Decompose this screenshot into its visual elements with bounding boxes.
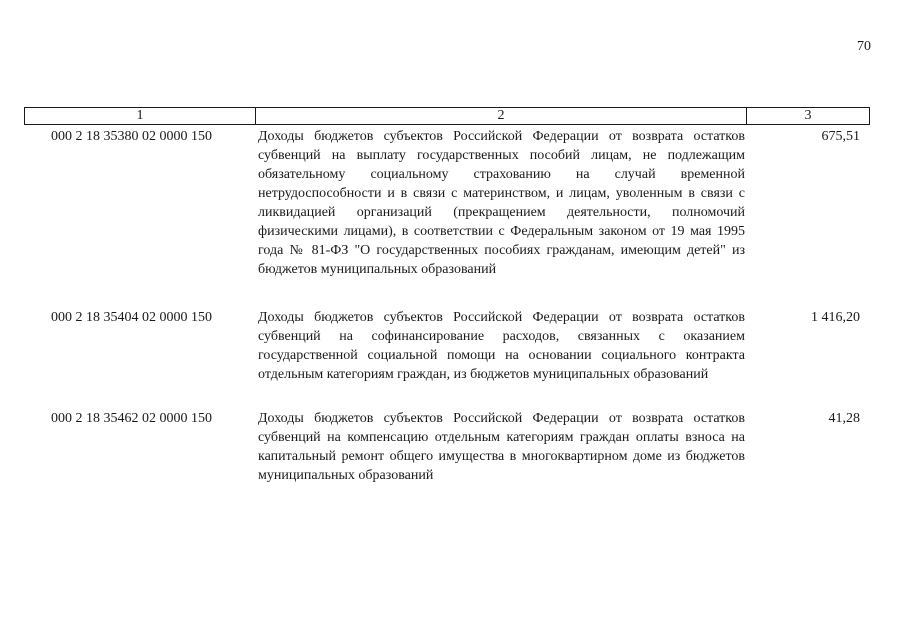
table-row bbox=[24, 127, 870, 308]
table-row bbox=[24, 308, 870, 409]
table-header bbox=[24, 107, 870, 125]
income-code: 000 2 18 35462 02 0000 150 bbox=[51, 411, 212, 426]
table-row bbox=[24, 409, 870, 485]
page-number: 70 bbox=[857, 39, 871, 54]
table-body bbox=[24, 127, 870, 485]
income-amount: 41,28 bbox=[828, 411, 860, 426]
income-amount: 675,51 bbox=[821, 129, 860, 144]
column-header-1: 1 bbox=[25, 108, 256, 124]
income-amount: 1 416,20 bbox=[811, 310, 860, 325]
income-description: Доходы бюджетов субъектов Российской Федерации от возврата остатков субвенций на выплату государственных пособий лицам, не подлежащим обязательному социальному страхованию на случай временной нетрудоспособности и в связи с материнством, и лицам, уволенным в связи с ликвидацией организаций (прекращением деятельности, полномочий физическими лицами), в соответствии с Федеральным законом от 19 мая 1995 года № 81-ФЗ "О государственных пособиях гражданам, имеющим детей" из бюджетов муниципальных образований bbox=[258, 129, 745, 277]
income-description: Доходы бюджетов субъектов Российской Федерации от возврата остатков субвенций на компенсацию отдельным категориям граждан оплаты взноса на капитальный ремонт общего имущества в многоквартирном доме из бюджетов муниципальных образований bbox=[258, 411, 745, 483]
income-code: 000 2 18 35380 02 0000 150 bbox=[51, 129, 212, 144]
column-header-3: 3 bbox=[804, 108, 812, 123]
column-header-2: 2 bbox=[256, 108, 747, 124]
income-description: Доходы бюджетов субъектов Российской Федерации от возврата остатков субвенций на софинансирование расходов, связанных с оказанием государственной социальной помощи на основании социального контракта отдельным категориям граждан, из бюджетов муниципальных образований bbox=[258, 310, 745, 382]
income-code: 000 2 18 35404 02 0000 150 bbox=[51, 310, 212, 325]
